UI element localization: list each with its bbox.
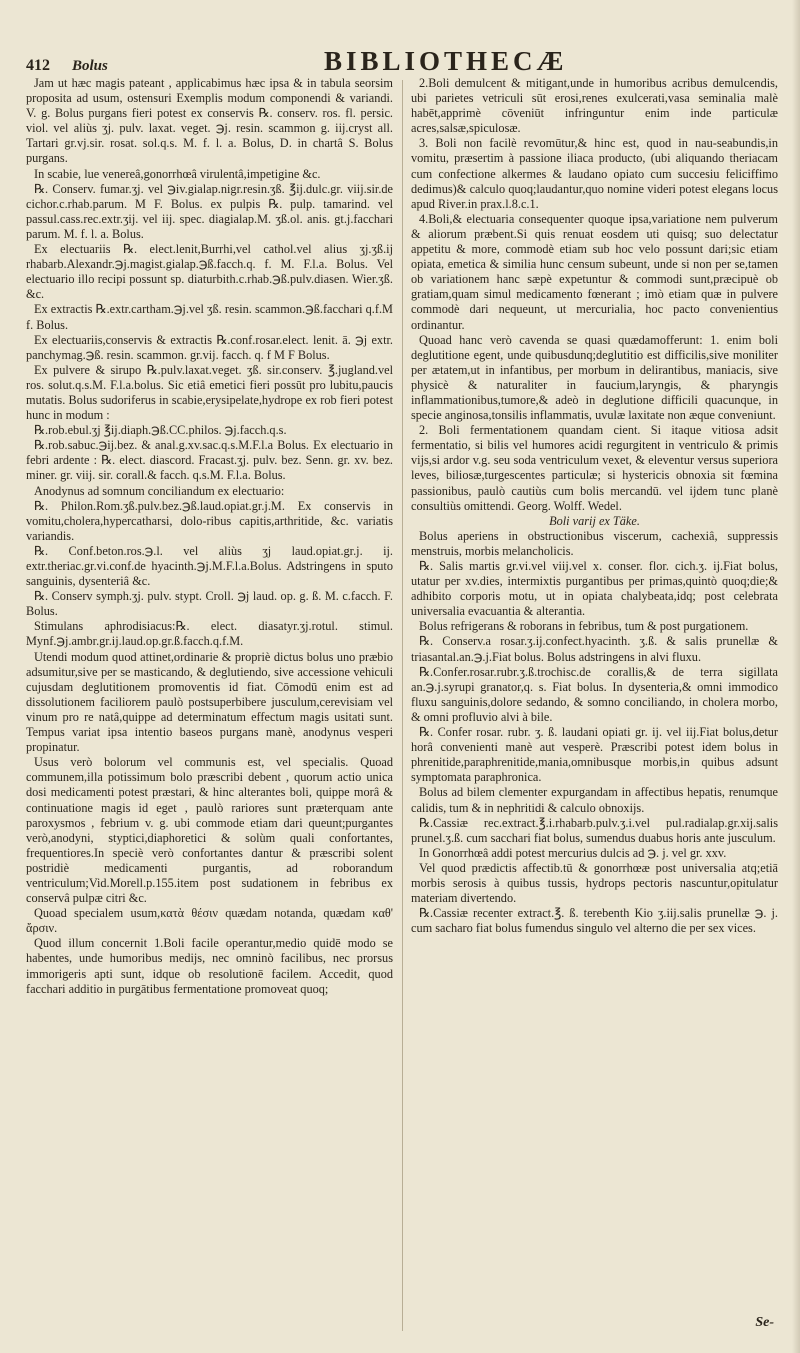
paragraph: 2.Boli demulcent & mitigant,unde in humoribus acribus demulcendis, ubi parietes vetriculi sūt erosi,renes exulcerati,vasa seminalia malè habēt,apprimè cōveniūt infringuntur enim inde particulæ acres,salsæ,spiculosæ. (411, 76, 778, 136)
left-column (26, 76, 393, 1331)
paragraph: Vel quod prædictis affectib.tū & gonorrhœæ post universalia atq;etiā morbis serosis à quibus tussis, hydrops pectoris nascuntur,opitulatur materiam divertendo. (411, 860, 778, 906)
paragraph: Bolus aperiens in obstructionibus viscerum, cachexiâ, suppressis menstruis, morbis melancholicis. (411, 528, 778, 558)
paragraph: Utendi modum quod attinet,ordinarie & propriè dictus bolus uno præbio adsumitur,sive per se masticando, & deglutiendo, sive accessione vehiculi cujusdam deglutitionem promoventis id fiat. Cōmodū enim est ad dissolutionem faciliorem paulò postsuperbibere jusculum,cerevisiam vel vinum pro re natâ,quippe ad determinatum effectum magis usitati sunt. Tempus variat ipsa intentio baseos purgans manè, anodynus vesperi propinatur. (26, 649, 393, 755)
paragraph: 3. Boli non facilè revomūtur,& hinc est, quod in nau-seabundis,in vomitu, præsertim à passione iliaca producto, (ubi aliquando theriacam cum confectione alkermes & laudano opiato cum succesiu feliciffimo dedimus)& calculo quoq;laudantur,quo nomine videri potest elegans locus apud River.in prax.l.8.c.1. (411, 136, 778, 211)
column-divider (402, 80, 403, 1331)
page-number: 412 (26, 57, 50, 74)
paragraph: ℞.Cassiæ rec.extract.℥.i.rhabarb.pulv.ʒ.i.vel pul.radialap.gr.xij.salis prunel.ʒ.ß. cum sacchari fiat bolus, sumendus duabus horis ante jusculum. (411, 815, 778, 845)
paragraph: In Gonorrhœâ addi potest mercurius dulcis ad ℈. j. vel gr. xxv. (419, 845, 727, 860)
paragraph: Ex pulvere & sirupo ℞.pulv.laxat.veget. ʒß. sir.conserv. ℥.jugland.vel ros. solut.q.s.M. F.l.a.bolus. Sic etiâ emetici fieri possūt pro lubitu,paucis mutatis. Bolus sudoriferus in scabie,erysipelate,hydrope ex rob fieri potest hunc in modum : (26, 362, 393, 423)
paragraph: Usus verò bolorum vel communis est, vel specialis. Quoad communem,illa potissimum bolo præscribi debent , quorum actio unica dosi medicamenti potest præstari, & hinc alterantes boli, quippe morâ & continuatione magis id eget , paulò rariores sunt præterquam ante paroxysmos , febrium v. g. ubi commode etiam dari queunt;purgantes verò,anodyni, styptici,diaphoretici & solùm quali confortantes, frequentiores.In speciè verò confortantes dantur & præscribi solent postridiè medicamenti purgantis, ad roborandum ventriculum;Vid.Morell.p.155.item post sudationem in febribus ex conservâ pulpæ citri &c. (26, 755, 393, 906)
paragraph: Ex electuariis ℞. elect.lenit,Burrhi,vel cathol.vel alius ʒj.ʒß.ij rhabarb.Alexandr.℈j.magist.gialap.℈ß.facch.q. f. M. F.l.a. Bolus. Vel electuario illo recipi possunt sp. diaturbith.c.rhab.℈ß.pulv.diasen. Wier.ʒß. &c. (26, 242, 393, 302)
paragraph: Jam ut hæc magis pateant , applicabimus hæc ipsa & in tabula seorsim proposita ad usum, ostensuri Exemplis modum componendi & variandi. V. g. Bolus purgans fieri potest ex conservis ℞. conserv. ros. fl. persic. viol. vel aliùs ʒj. pulv. laxat. veget. ℈j. resin. scammon g. iij.cryst all. Tartari gr.vj.sir. rosat. sol.q.s. M. f. l. a. Bolus, D. in chartâ S. Bolus purgans. (26, 76, 393, 166)
paragraph: 2. Boli fermentationem quandam cient. Si itaque vitiosa adsit fermentatio, si bilis vel humores acidi regurgitent in ventriculo & primis vijs,si ardor v.g. seu soda ventriculum vexet, & eleventur versus superiora leves, biliosæ,turgescentes particulæ; si hystericis obnoxia sit fœmina passionibus, paulò cautiùs cum bolis mercandū. vel ijdem tunc planè consultiùs omittendi. Georg. Wolff. Wedel. (411, 423, 778, 513)
running-head-title: BIBLIOTHECÆ (324, 46, 568, 76)
paragraph: Ex electuariis,conservis & extractis ℞.conf.rosar.elect. lenit. ā. ℈j extr. panchymag.℈ß. resin. scammon. gr.vij. facch. q. f M F Bolus. (26, 332, 393, 362)
paragraph: In scabie, lue venereâ,gonorrhœâ virulentâ,impetigine &c. (34, 166, 321, 181)
paragraph: ℞.rob.ebul.ʒj ℥ij.diaph.℈ß.CC.philos. ℈j.facch.q.s. (34, 423, 287, 438)
running-head-word: Bolus (72, 58, 108, 74)
paragraph: ℞.Confer.rosar.rubr.ʒ.ß.trochisc.de corallis,& de terra sigillata an.℈.j.syrupi granator,q. s. Fiat bolus. In dysenteria,& omni immodico fluxu sanguinis,dolore sedando, & somno conciliando, in cholera morbo, & omni profluvio alvi à bile. (411, 664, 778, 724)
paragraph: Bolus refrigerans & roborans in febribus, tum & post purgationem. (419, 619, 749, 634)
catchword: Se- (755, 1315, 774, 1330)
right-column (411, 76, 778, 1331)
paragraph: ℞. Salis martis gr.vi.vel viij.vel x. conser. flor. cich.ʒ. ij.Fiat bolus, utatur per xv.dies, intermixtis purgantibus per primas,quintò quoq;die;& adhibito corporis motu, ut in opiata chalybeata,idq; post celebrata universalia evacuantia & alterantia. (411, 559, 778, 619)
page-edge-shadow (792, 0, 800, 1353)
paragraph: ℞. Conserv. fumar.ʒj. vel ℈iv.gialap.nigr.resin.ʒß. ℥ij.dulc.gr. viij.sir.de cichor.c.rhab.parum. M F. Bolus. ex pulpis ℞. pulp. tamarind. vel passul.cass.rec.extr.ʒij. vel iij. spec. diagialap.M. ʒß.ol. anis. gt.j.facchari parum. M. f. l. a. Bolus. (26, 181, 393, 241)
paragraph: ℞. Conserv symph.ʒj. pulv. stypt. Croll. ℈j laud. op. g. ß. M. c.facch. F. Bolus. (26, 589, 393, 619)
paragraph: ℞.rob.sabuc.℈ij.bez. & anal.g.xv.sac.q.s.M.F.l.a Bolus. Ex electuario in febri ardente : ℞. elect. diascord. Fracast.ʒj. pulv. bez. Senn. gr. xv. bez. miner. gr. viij. sir. corall.& facch. q.s.M. F.l.a. Bolus. (26, 438, 393, 483)
paragraph: Stimulans aphrodisiacus:℞. elect. diasatyr.ʒj.rotul. stimul. Mynf.℈j.ambr.gr.ij.laud.op.gr.ß.facch.q.f.M. (26, 619, 393, 649)
paragraph: Ex extractis ℞.extr.cartham.℈j.vel ʒß. resin. scammon.℈ß.facchari q.f.M f. Bolus. (26, 302, 393, 332)
paragraph: ℞.Cassiæ recenter extract.℥. ß. terebenth Kio ʒ.iij.salis prunellæ ℈. j. cum sacharo fiat bolus fumendus singulo vel alterno die per sex vices. (411, 906, 778, 936)
text-columns (26, 76, 778, 1331)
paragraph: Boli varij ex Täke. (549, 513, 640, 528)
paragraph: 4.Boli,& electuaria consequenter quoque ipsa,variatione nem pulverum & aliorum præbent.Si quis renuat eosdem uti quisq; suo delectatur appetitu & more, commodè etiam sub hoc velo possunt dari;sic etiam opiata, emetica & similia hunc censum subeunt, unde si non per se,tamen ob variationem hanc sæpè expetuntur & commodi sunt,præcipuè ob gratiam,quam simul medicamento fœnerant ; imò etiam quæ in pulvere commodè dari nequeunt, ut mercurialia, hoc pacto convenientius ordinantur. (411, 211, 778, 332)
paragraph: Anodynus ad somnum conciliandum ex electuario: (34, 483, 285, 498)
paragraph: Quoad specialem usum,κατὰ θέσιν quædam notanda, quædam καθ' ἄρσιν. (26, 906, 393, 936)
paragraph: ℞. Philon.Rom.ʒß.pulv.bez.℈ß.laud.opiat.gr.j.M. Ex conservis in vomitu,cholera,hypercatharsi, dolo-ribus capitis,arthritide, &c. variatis variandis. (26, 498, 393, 543)
paragraph: Quod illum concernit 1.Boli facile operantur,medio quidē modo se habentes, unde humoribus medijs, nec omninò facilibus, nec prorsus immorigeris apti sunt, idque ob resolutionē facilem. Accedit, quod facchari additio in purgātibus fermentatione promoveat quoq; (26, 936, 393, 996)
paragraph: ℞. Conf.beton.ros.℈.l. vel aliùs ʒj laud.opiat.gr.j. ij. extr.theriac.gr.vi.conf.de hyacinth.℈j.M.F.l.a.Bolus. Adstringens in sputo sanguinis, dysenteriâ &c. (26, 543, 393, 589)
paragraph: ℞. Confer rosar. rubr. ʒ. ß. laudani opiati gr. ij. vel iij.Fiat bolus,detur horâ convenienti manè aut vesperè. Præscribi potest idem bolus in phrenitide,paraphrenitide,mania,omnibusque morbis,in quibus adsunt symptomata paraphronica. (411, 725, 778, 785)
paragraph: Bolus ad bilem clementer expurgandam in affectibus hepatis, renumque calidis, tum & in nephritidi & calculo obnoxijs. (411, 785, 778, 815)
paragraph: ℞. Conserv.a rosar.ʒ.ij.confect.hyacinth. ʒ.ß. & salis prunellæ & triasantal.an.℈.j.Fiat bolus. Bolus adstringens in alvi fluxu. (411, 634, 778, 664)
running-head (26, 46, 778, 76)
paragraph: Quoad hanc verò cavenda se quasi quædamofferunt: 1. enim boli deglutitione egent, unde quibusdunq;deglutitio est difficilis,sive moniliter per ætatem,ut in infantibus, per morbum in delirantibus, maniacis, sive physicè & naturaliter in faucium,laryngis, & pharyngis inflammationibus,tumore,& adeò in deglutione difficili quacunque, in specie anginosa,tonsilis inflammatis, uvulæ laxitate non æque conveniunt. (411, 332, 778, 423)
